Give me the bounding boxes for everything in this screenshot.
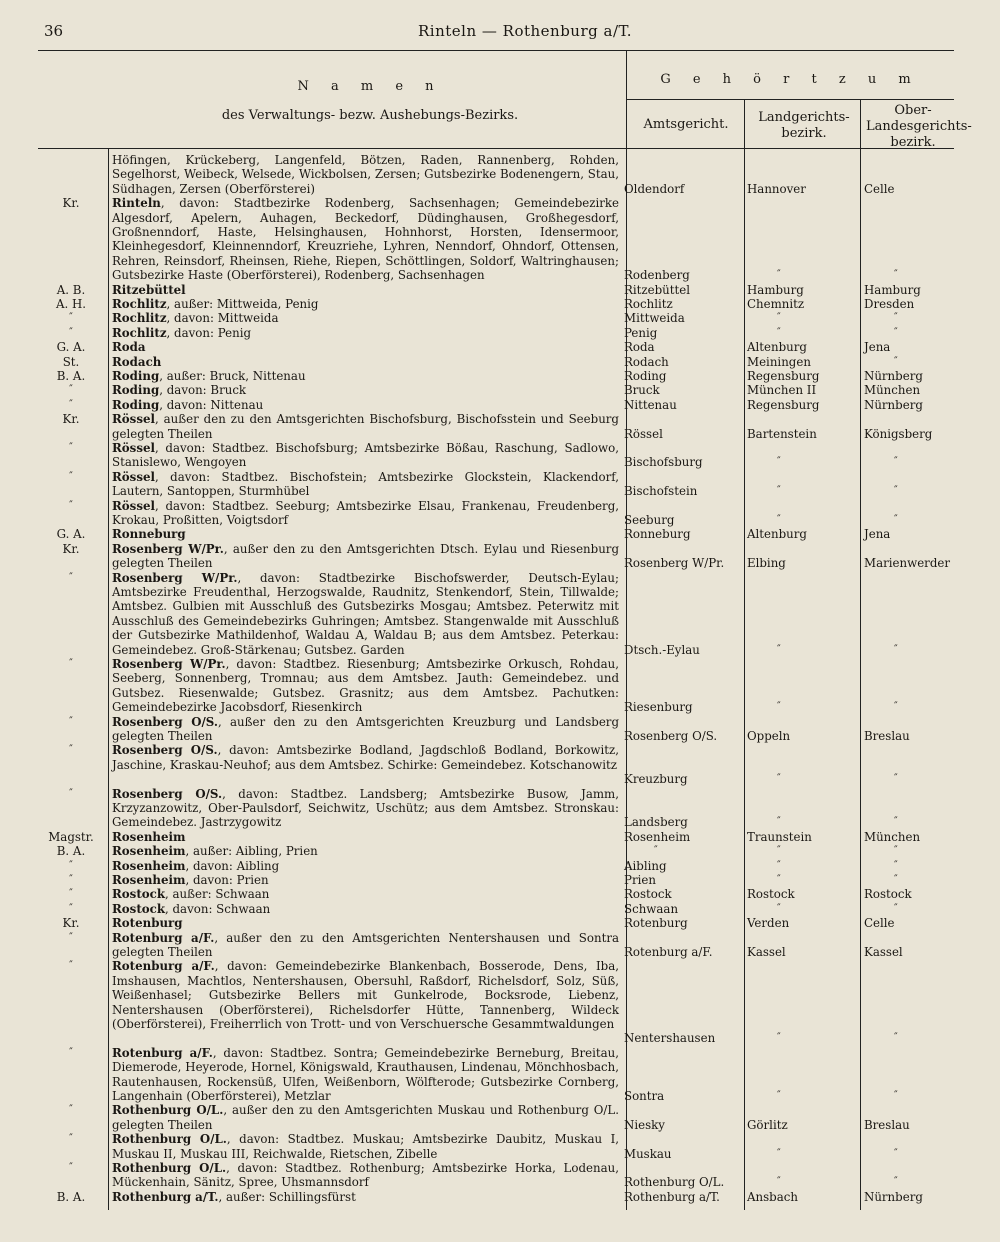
district-type: ″ [69,658,73,669]
district-name-bold: Rotenburg a/F. [112,1045,213,1060]
oberlandesgericht-cell: Rostock [864,887,912,902]
district-type: B. A. [56,844,86,859]
district-name-bold: Rostock [112,887,165,902]
table-row [0,412,1000,441]
amtsgericht-cell: Rosenberg O/S. [624,728,718,743]
amtsgericht-cell: Bischofstein [624,484,698,499]
landgericht-cell: ″ [777,1147,781,1159]
landgericht-cell: Ansbach [747,1189,798,1204]
belongs-title: G e h ö r t z u m [660,72,920,87]
district-type: ″ [69,499,73,511]
district-name-detail: , außer den zu den Amtsgerichten Dtsch. Eylau und Riesenburg gelegten Theilen [112,541,619,571]
district-name-bold: Roding [112,369,160,383]
amtsgericht-cell: Oldendorf [624,181,685,196]
amtsgericht-cell: Roda [624,340,655,355]
district-name-detail: , außer: Bruck, Nittenau [159,369,306,383]
district-type: ″ [69,398,73,410]
oberlandesgericht-cell: ″ [894,1176,898,1188]
district-type: ″ [69,1162,73,1173]
district-name [112,383,619,397]
amtsgericht-cell: Sontra [624,1088,665,1103]
district-name-detail: , davon: Stadtbez. Muskau; Amtsbezirke Daubitz, Muskau I, Muskau II, Muskau III, Reichwalde, Rietschen, Zibelle [112,1132,619,1161]
oberlandesgericht-cell: ″ [894,701,898,713]
district-type: ″ [69,744,73,756]
landgericht-cell: Verden [747,916,790,931]
district-type: ″ [69,1046,73,1058]
table-row [0,1190,1000,1204]
oberlandesgericht-cell: ″ [894,513,898,525]
district-name-detail: , davon: Nittenau [159,397,264,412]
amtsgericht-cell: Roding [624,369,667,383]
district-name-bold: Rotenburg [112,916,183,931]
district-type: ″ [69,931,73,943]
table-row [0,441,1000,470]
amtsgericht-cell: Mittweida [624,311,685,326]
district-type: Kr. [62,916,80,931]
oberlandesgericht-cell: ″ [894,643,898,655]
oberlandesgericht-cell: ″ [894,456,898,468]
district-name-bold: Rössel [112,441,155,455]
district-name-bold: Rössel [112,498,155,513]
district-name-detail: , davon: Bruck [159,383,247,398]
district-name [112,470,619,499]
oberlandesgericht-cell: Kassel [864,944,903,959]
district-name-bold: Rochlitz [112,325,167,340]
district-name-detail: , davon: Penig [166,325,252,340]
col-header-oberlandesgericht: Ober-Landesgerichts-bezirk. [866,103,972,150]
amtsgericht-cell: Rothenburg O/L. [624,1175,725,1190]
amtsgericht-cell: Ritzebüttel [624,282,690,297]
table-row [0,1161,1000,1190]
oberlandesgericht-cell: Hamburg [864,282,921,297]
district-type: Kr. [62,196,80,211]
district-name-detail: , davon: Stadtbez. Landsberg; Amtsbezirke Busow, Jamm, Krzyzanzowitz, Ober-Paulsdorf, Seichwitz, Uschütz; aus dem Amtsbez. Stronskau: Gemeindebez. Jastrzygowitz [112,786,619,830]
district-name-detail: , davon: Stadtbez. Rothenburg; Amtsbezirke Horka, Lodenau, Mückenhain, Sänitz, Spree, Uhsmannsdorf [112,1161,619,1190]
landgericht-cell: München II [747,383,817,398]
district-name [112,1190,619,1204]
landgericht-cell: Altenburg [747,527,807,542]
oberlandesgericht-cell: Nürnberg [864,1189,923,1204]
district-name-bold: Rothenburg a/T. [112,1189,219,1204]
landgericht-cell: Hamburg [747,282,804,297]
oberlandesgericht-cell: Breslau [864,728,910,743]
district-name [112,369,619,383]
table-row [0,369,1000,383]
table-row [0,873,1000,887]
district-type: ″ [69,715,73,727]
amtsgericht-cell: Ronneburg [624,527,691,542]
oberlandesgericht-cell: ″ [894,902,898,914]
district-name [112,153,619,196]
district-name [112,787,619,830]
district-name [112,441,619,470]
district-name [112,1132,619,1161]
district-name-detail: , außer: Schillingsfürst [218,1189,356,1204]
district-type: Kr. [62,412,80,427]
landgericht-cell: ″ [777,513,781,525]
district-name [112,355,619,369]
district-name-bold: Rothenburg O/L. [112,1161,227,1175]
oberlandesgericht-cell: ″ [894,816,898,828]
table-row [0,715,1000,744]
district-name [112,887,619,901]
district-name-bold: Rinteln [112,196,161,211]
oberlandesgericht-cell: Nürnberg [864,397,923,412]
district-name-detail: Höfingen, Krückeberg, Langenfeld, Bötzen, Raden, Rannenberg, Rohden, Segelhorst, Weibeck, Welsede, Wickbolsen, Zersen; Gutsbezirke Bodenengern, Stau, Südhagen, Zersen (Oberförsterei) [112,153,619,196]
district-name-bold: Rössel [112,412,155,427]
oberlandesgericht-cell: Jena [864,527,891,542]
oberlandesgericht-cell: ″ [894,355,898,367]
district-name [112,931,619,960]
district-name-detail: , davon: Stadtbez. Seeburg; Amtsbezirke Elsau, Frankenau, Freudenberg, Krokau, Proßitten, Voigtsdorf [112,498,619,527]
district-type: ″ [69,859,73,871]
table-row [0,383,1000,397]
district-name [112,959,619,1031]
district-name [112,902,619,916]
table-row [0,916,1000,930]
district-name-detail: , davon: Prien [185,873,269,887]
header-bottom-rule [38,148,954,149]
district-name [112,398,619,412]
subheader-rule [626,99,954,100]
oberlandesgericht-cell: Breslau [864,1117,910,1132]
district-name [112,657,619,715]
district-name-detail: , davon: Stadtbez. Sontra; Gemeindebezirke Berneburg, Breitau, Diemerode, Heyerode, Hornel, Königswald, Krauthausen, Lindenau, Mönchhosbach, Rautenhausen, Rockensüß, Ulfen, Weißenborn, Wölfterode; Gutsbezirke Cornberg, Langenhain (Oberförsterei), Metzlar [112,1045,619,1104]
district-name-bold: Rotenburg a/F. [112,959,215,974]
landgericht-cell: ″ [777,1176,781,1188]
oberlandesgericht-cell: ″ [894,859,898,871]
amtsgericht-cell: Dtsch.-Eylau [624,642,700,657]
amtsgericht-cell: Penig [624,325,658,340]
table-row [0,657,1000,715]
amtsgericht-cell: Rotenburg a/F. [624,944,713,959]
oberlandesgericht-cell: Celle [864,181,895,196]
table-row [0,283,1000,297]
amtsgericht-cell: Riesenburg [624,700,693,715]
landgericht-cell: Görlitz [747,1117,788,1132]
amtsgericht-cell: Niesky [624,1117,665,1132]
amtsgericht-cell: Rosenheim [624,829,691,844]
district-name-detail: , außer: Mittweida, Penig [166,297,319,311]
oberlandesgericht-cell: ″ [894,312,898,324]
oberlandesgericht-cell: Dresden [864,297,915,311]
landgericht-cell: ″ [777,312,781,324]
district-type: Magstr. [48,829,94,844]
amtsgericht-cell: Rotenburg [624,916,688,931]
table-row [0,326,1000,340]
oberlandesgericht-cell: Celle [864,916,895,931]
district-name-bold: Rosenheim [112,858,186,873]
landgericht-cell: Regensburg [747,369,820,383]
district-name-detail: , davon: Schwaan [165,901,271,916]
table-row [0,787,1000,830]
table-row [0,398,1000,412]
names-title: N a m e n [297,79,443,94]
landgericht-cell: ″ [777,643,781,655]
district-name-bold: Rochlitz [112,297,167,311]
running-head: Rinteln — Rothenburg a/T. [418,22,633,40]
landgericht-cell: ″ [777,859,781,871]
district-name [112,326,619,340]
district-name-detail: , davon: Stadtbez. Riesenburg; Amtsbezirke Orkusch, Rohdau, Seeberg, Sonnenberg, Tromnau; aus dem Amtsbez. Jauth: Gemeindebez. und Gutsbez. Riesenwalde; Gutsbez. Grasnitz; aus dem Amtsbez. Pachutken: Gemeindebezirke Jacobsdorf, Riesenkirch [112,657,619,715]
landgericht-cell: Regensburg [747,397,820,412]
col-header-amtsgericht: Amtsgericht. [643,117,729,132]
table-row [0,153,1000,196]
landgericht-cell: Kassel [747,944,786,959]
district-name-detail: , davon: Stadtbezirke Rodenberg, Sachsenhagen; Gemeindebezirke Algesdorf, Apelern, Auhagen, Beckedorf, Düdinghausen, Großhegesdorf, Großnenndorf, Haste, Helsinghausen, Hohnhorst, Horsten, Idensermoor, Kleinhegesdorf, Kleinnenndorf, Kreuzriehe, Lyhren, Nenndorf, Ohndorf, Ottensen, Rehren, Reinsdorf, Rheinsen, Riehe, Riepen, Schöttlingen, Soldorf, Waltringhausen; Gutsbezirke Haste (Oberförsterei), Rodenberg, Sachsenhagen [112,196,619,283]
district-name-detail: , außer den zu den Amtsgerichten Bischofsburg, Bischofsstein und Seeburg gelegten Theilen [112,412,619,441]
district-name-bold: Rothenburg O/L. [112,1132,227,1147]
district-type: Kr. [62,541,80,556]
oberlandesgericht-cell: ″ [894,845,898,857]
district-name [112,844,619,858]
district-type: G. A. [56,340,86,355]
district-type: ″ [69,312,73,324]
table-row [0,844,1000,858]
table-row [0,571,1000,657]
district-type: ″ [69,874,73,885]
district-name [112,859,619,873]
district-type: ″ [69,384,73,396]
district-type: A. H. [55,297,87,311]
landgericht-cell: Chemnitz [747,297,805,311]
landgericht-cell: Oppeln [747,728,791,743]
district-name-detail: , außer den zu den Amtsgerichten Muskau und Rothenburg O/L. gelegten Theilen [112,1103,619,1132]
landgericht-cell: ″ [777,456,781,468]
district-name [112,571,619,657]
landgericht-cell: ″ [777,485,781,497]
table-row [0,859,1000,873]
district-name-bold: Rosenberg W/Pr. [112,570,238,585]
amtsgericht-cell: Rodach [624,354,669,369]
oberlandesgericht-cell: ″ [894,874,898,885]
district-type: ″ [69,442,73,453]
district-type: ″ [69,902,73,914]
district-type: ″ [69,571,73,583]
district-type: ″ [69,326,73,338]
district-name-bold: Rostock [112,901,165,916]
district-name [112,542,619,571]
landgericht-cell: Rostock [747,887,795,902]
district-name [112,830,619,844]
district-name-bold: Rosenheim [112,829,186,844]
oberlandesgericht-cell: ″ [894,1089,898,1101]
table-row [0,355,1000,369]
district-name [112,1103,619,1132]
landgericht-cell: ″ [777,1032,781,1044]
district-name-bold: Roding [112,383,160,398]
oberlandesgericht-cell: ″ [894,269,898,281]
landgericht-cell: ″ [777,326,781,338]
amtsgericht-cell: Nentershausen [624,1031,716,1046]
amtsgericht-cell: Prien [624,873,656,887]
amtsgericht-cell: Muskau [624,1146,672,1161]
oberlandesgericht-cell: ″ [894,485,898,497]
district-name [112,527,619,541]
district-name-detail: , außer den zu den Amtsgerichten Kreuzburg und Landsberg gelegten Theilen [112,714,619,743]
district-name-bold: Rosenheim [112,844,186,859]
district-name-bold: Rodach [112,354,162,369]
landgericht-cell: Hannover [747,181,806,196]
district-name [112,743,619,772]
district-type: St. [62,354,80,369]
district-type: A. B. [56,282,86,297]
landgericht-cell: ″ [777,269,781,281]
landgericht-cell: ″ [777,902,781,914]
oberlandesgericht-cell: ″ [894,1032,898,1044]
district-name-detail: , außer: Schwaan [165,887,270,902]
table-row [0,297,1000,311]
district-name [112,715,619,744]
amtsgericht-cell: Rössel [624,426,663,441]
amtsgericht-cell: ″ [654,845,658,857]
table-row [0,311,1000,325]
page-number: 36 [44,22,64,40]
district-name-bold: Rosenberg W/Pr. [112,541,224,556]
amtsgericht-cell: Rochlitz [624,297,673,311]
district-name-detail: , davon: Aibling [185,858,280,873]
landgericht-cell: Meiningen [747,354,811,369]
oberlandesgericht-cell: München [864,829,921,844]
table-row [0,527,1000,541]
landgericht-cell: Elbing [747,556,786,571]
col-header-landgericht: Landgerichts-bezirk. [758,110,850,141]
district-name-bold: Rosenberg O/S. [112,714,219,729]
oberlandesgericht-cell: Nürnberg [864,369,923,383]
district-name [112,412,619,441]
district-name-detail: , davon: Stadtbez. Bischofstein; Amtsbezirke Glockstein, Klackendorf, Lautern, Santoppen, Sturmhübel [112,469,619,499]
district-name [112,873,619,887]
district-type: ″ [69,1133,73,1145]
oberlandesgericht-cell: ″ [894,1147,898,1159]
district-type: ″ [69,470,73,482]
district-name [112,916,619,930]
table-top-rule [38,50,954,51]
amtsgericht-cell: Rostock [624,887,672,902]
landgericht-cell: ″ [777,701,781,713]
table-row [0,1103,1000,1132]
oberlandesgericht-cell: ″ [894,773,898,785]
district-name-detail: , davon: Stadtbez. Bischofsburg; Amtsbezirke Bößau, Raschung, Sadlowo, Stanislewo, Wengoyen [112,441,619,470]
amtsgericht-cell: Rodenberg [624,268,690,283]
district-type: G. A. [56,527,86,542]
oberlandesgericht-cell: Marienwerder [864,556,950,571]
oberlandesgericht-cell: Jena [864,340,891,355]
landgericht-cell: ″ [777,845,781,857]
amtsgericht-cell: Rosenberg W/Pr. [624,556,725,571]
district-name-bold: Roda [112,340,146,355]
district-name [112,283,619,297]
amtsgericht-cell: Bruck [624,383,660,398]
table-row [0,931,1000,960]
district-name-detail: , davon: Amtsbezirke Bodland, Jagdschloß Bodland, Borkowitz, Jaschine, Kraskau-Neuhof; aus dem Amtsbez. Schirke: Gemeindebez. Kotschanowitz [112,743,619,772]
table-row [0,1046,1000,1104]
district-name-bold: Ritzebüttel [112,282,186,297]
district-type: ″ [69,787,73,799]
oberlandesgericht-cell: Königsberg [864,426,933,441]
district-name-bold: Roding [112,397,160,412]
district-name-bold: Rössel [112,469,155,484]
table-row [0,887,1000,901]
district-name-detail: , davon: Gemeindebezirke Blankenbach, Bosserode, Dens, Iba, Imshausen, Machtlos, Nentershausen, Obersuhl, Raßdorf, Richelsdorf, Solz, Süß, Weißenhasel; Gutsbezirke Bellers mit Gunkelrode, Bocksrode, Liebenz, Nentershausen (Oberförsterei), Richelsdorfer Hütte, Tannenberg, Wildeck (Oberförsterei), Freiherrlich von Trott- und von Verschuersche Gesammtwaldungen [112,959,619,1032]
amtsgericht-cell: Bischofsburg [624,455,703,470]
landgericht-cell: ″ [777,773,781,785]
table-row [0,196,1000,282]
table-row [0,959,1000,1045]
district-type: ″ [69,1104,73,1116]
district-name [112,499,619,528]
district-type: B. A. [56,1189,86,1204]
table-row [0,902,1000,916]
amtsgericht-cell: Aibling [624,858,667,873]
district-name-bold: Rosenberg O/S. [112,743,218,758]
district-name-bold: Rosenberg O/S. [112,786,223,801]
amtsgericht-cell: Kreuzburg [624,772,688,787]
landgericht-cell: ″ [777,816,781,828]
district-name-detail: , außer den zu den Amtsgerichten Nentershausen und Sontra gelegten Theilen [112,930,619,959]
amtsgericht-cell: Seeburg [624,512,675,527]
table-row [0,470,1000,499]
district-type: B. A. [56,369,86,383]
amtsgericht-cell: Schwaan [624,901,679,916]
table-row [0,340,1000,354]
district-type: ″ [69,888,73,900]
district-name-bold: Ronneburg [112,527,186,542]
district-name-detail: , davon: Mittweida [166,311,279,326]
district-name-bold: Rosenheim [112,873,186,887]
table-row [0,542,1000,571]
district-name [112,340,619,354]
district-name [112,311,619,325]
landgericht-cell: Traunstein [747,829,812,844]
district-name-bold: Rotenburg a/F. [112,930,215,945]
district-name-bold: Rothenburg O/L. [112,1103,224,1118]
table-row [0,1132,1000,1161]
district-type: ″ [69,960,73,972]
amtsgericht-cell: Nittenau [624,397,677,412]
table-row [0,830,1000,844]
table-row [0,499,1000,528]
district-name [112,297,619,311]
district-name-bold: Rochlitz [112,311,167,326]
landgericht-cell: ″ [777,874,781,885]
district-name [112,196,619,282]
names-subtitle: des Verwaltungs- bezw. Aushebungs-Bezirks. [221,108,519,123]
landgericht-cell: ″ [777,1089,781,1101]
amtsgericht-cell: Landsberg [624,815,688,830]
landgericht-cell: Altenburg [747,340,807,355]
district-name-bold: Rosenberg W/Pr. [112,657,226,671]
oberlandesgericht-cell: ″ [894,326,898,338]
landgericht-cell: Bartenstein [747,426,817,441]
district-name-detail: , außer: Aibling, Prien [185,844,318,859]
district-name [112,1046,619,1104]
district-name-detail: , davon: Stadtbezirke Bischofswerder, Deutsch-Eylau; Amtsbezirke Freudenthal, Herzogswalde, Raudnitz, Stenkendorf, Stein, Tillwalde; Amtsbez. Gulbien mit Ausschluß des Gutsbezirks Mosgau; Amtsbez. Peterwitz mit Ausschluß des Gemeindebezirks Guhringen; Amtsbez. Stangenwalde mit Ausschluß der Gutsbezirke Mathildenhof, Waldau A, Waldau B; aus dem Amtsbez. Peterkau: Gemeindebez. Groß-Stärkenau; Gutsbez. Garden [112,570,620,657]
table-row [0,743,1000,786]
oberlandesgericht-cell: München [864,383,921,398]
amtsgericht-cell: Rothenburg a/T. [624,1189,720,1204]
district-name [112,1161,619,1190]
